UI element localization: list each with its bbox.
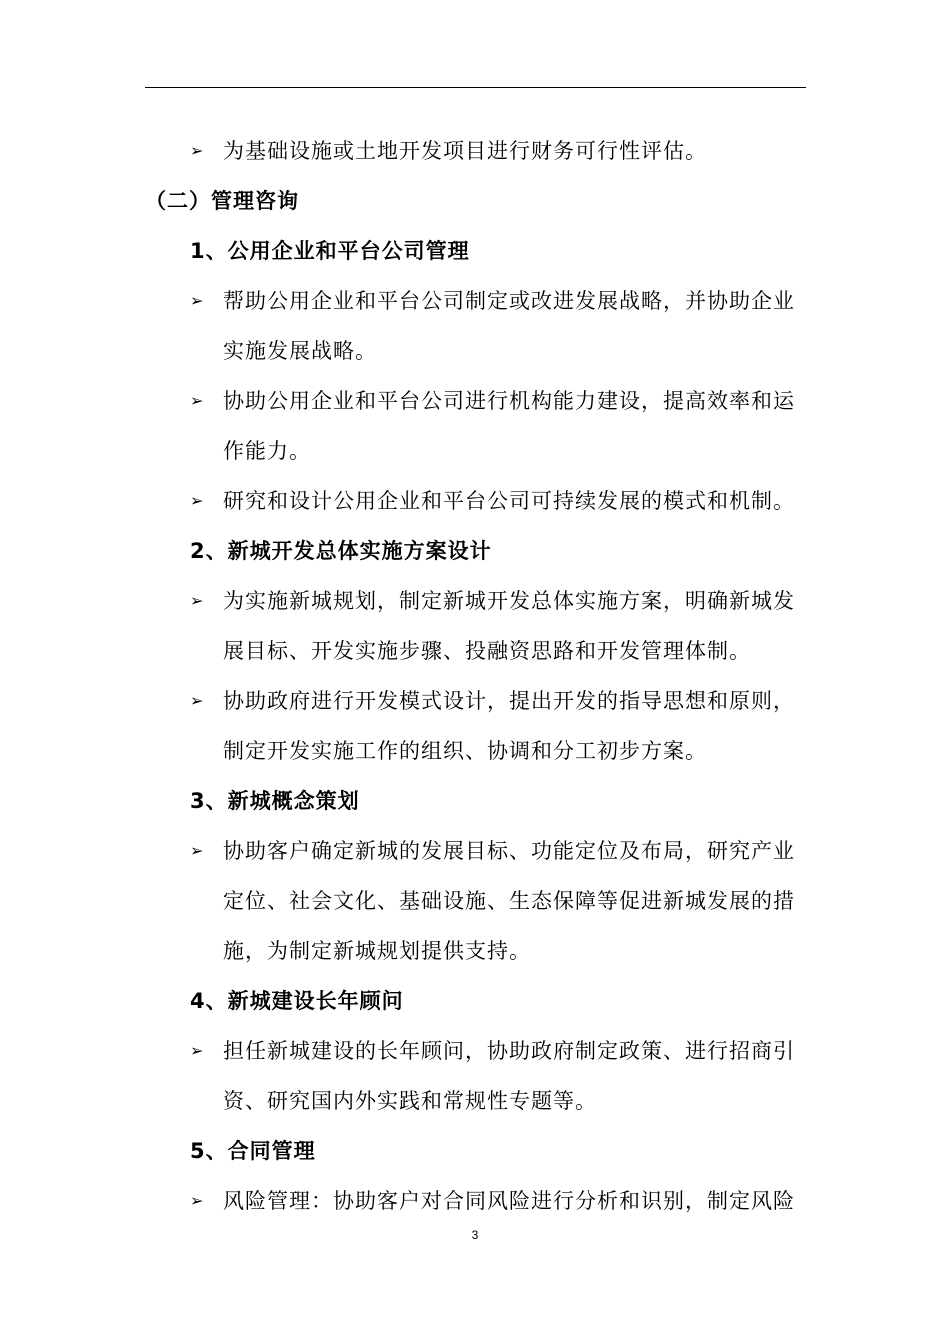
bullet-text-line: 为实施新城规划，制定新城开发总体实施方案，明确新城发 xyxy=(223,589,795,613)
bullet-text-line: 研究和设计公用企业和平台公司可持续发展的模式和机制。 xyxy=(223,489,795,513)
subsection-heading: 4、新城建设长年顾问 xyxy=(190,989,404,1013)
subsection-heading: 1、公用企业和平台公司管理 xyxy=(190,239,470,263)
bullet-text-line: 风险管理：协助客户对合同风险进行分析和识别，制定风险 xyxy=(223,1189,795,1213)
bullet-item xyxy=(145,826,810,976)
subsection-heading: 3、新城概念策划 xyxy=(190,789,360,813)
bullet-text-line: 展目标、开发实施步骤、投融资思路和开发管理体制。 xyxy=(223,639,751,663)
arrow-bullet-icon: ➢ xyxy=(190,591,205,610)
arrow-bullet-icon: ➢ xyxy=(190,391,205,410)
bullet-item xyxy=(145,126,810,176)
header-rule xyxy=(145,87,806,88)
bullet-text-line: 为基础设施或土地开发项目进行财务可行性评估。 xyxy=(223,139,707,163)
bullet-text-line: 资、研究国内外实践和常规性专题等。 xyxy=(223,1089,597,1113)
arrow-bullet-icon: ➢ xyxy=(190,691,205,710)
bullet-text-line: 实施发展战略。 xyxy=(223,339,377,363)
bullet-text-line: 帮助公用企业和平台公司制定或改进发展战略，并协助企业 xyxy=(223,289,795,313)
bullet-item xyxy=(145,476,810,526)
arrow-bullet-icon: ➢ xyxy=(190,491,205,510)
bullet-text-line: 协助公用企业和平台公司进行机构能力建设，提高效率和运 xyxy=(223,389,795,413)
subsection-heading: 5、合同管理 xyxy=(190,1139,316,1163)
arrow-bullet-icon: ➢ xyxy=(190,1191,205,1210)
page-number: 3 xyxy=(471,1228,479,1242)
arrow-bullet-icon: ➢ xyxy=(190,1041,205,1060)
bullet-item xyxy=(145,676,810,776)
arrow-bullet-icon: ➢ xyxy=(190,141,205,160)
bullet-text-line: 作能力。 xyxy=(223,439,311,463)
bullet-text-line: 协助客户确定新城的发展目标、功能定位及布局，研究产业 xyxy=(223,839,795,863)
bullet-text-line: 定位、社会文化、基础设施、生态保障等促进新城发展的措 xyxy=(223,889,795,913)
section-heading: （二）管理咨询 xyxy=(145,189,299,213)
arrow-bullet-icon: ➢ xyxy=(190,841,205,860)
bullet-item xyxy=(145,1026,810,1126)
bullet-text-line: 制定开发实施工作的组织、协调和分工初步方案。 xyxy=(223,739,707,763)
bullet-item xyxy=(145,276,810,376)
arrow-bullet-icon: ➢ xyxy=(190,291,205,310)
bullet-item xyxy=(145,1176,810,1226)
bullet-text-line: 担任新城建设的长年顾问，协助政府制定政策、进行招商引 xyxy=(223,1039,795,1063)
bullet-text-line: 施，为制定新城规划提供支持。 xyxy=(223,939,531,963)
document-body xyxy=(145,126,810,1226)
bullet-item xyxy=(145,576,810,676)
subsection-heading: 2、新城开发总体实施方案设计 xyxy=(190,539,492,563)
bullet-text-line: 协助政府进行开发模式设计，提出开发的指导思想和原则， xyxy=(223,689,795,713)
bullet-item xyxy=(145,376,810,476)
